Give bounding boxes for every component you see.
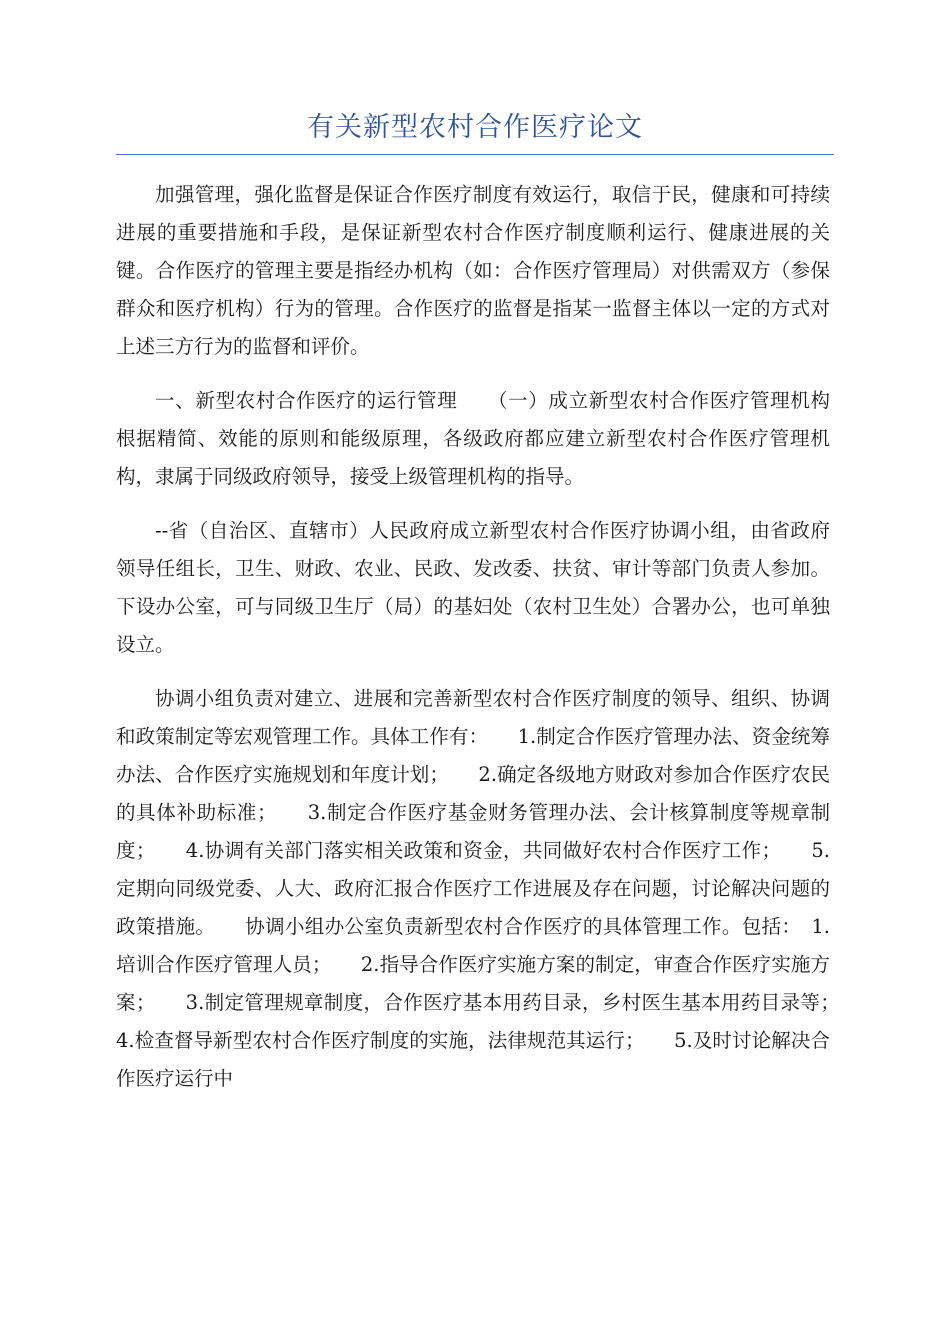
- paragraph-intro: 加强管理，强化监督是保证合作医疗制度有效运行，取信于民，健康和可持续进展的重要措施和手段，是保证新型农村合作医疗制度顺利运行、健康进展的关键。合作医疗的管理主要是指经办机构（如：合作医疗管理局）对供需双方（参保群众和医疗机构）行为的管理。合作医疗的监督是指某一监督主体以一定的方式对上述三方行为的监督和评价。: [116, 183, 830, 358]
- title-underline: [116, 154, 834, 155]
- document-title: 有关新型农村合作医疗论文: [307, 112, 643, 143]
- paragraph-coordination-duties: 协调小组负责对建立、进展和完善新型农村合作医疗制度的领导、组织、协调和政策制定等宏观管理工作。具体工作有： 1.制定合作医疗管理办法、资金统筹办法、合作医疗实施规划和年度计划； 2.确定各级地方财政对参加合作医疗农民的具体补助标准； 3.制定合作医疗基金财务管理办法、会计核算制度等规章制度； 4.协调有关部门落实相关政策和资金，共同做好农村合作医疗工作； 5.定期向同级党委、人大、政府汇报合作医疗工作进展及存在问题，讨论解决问题的政策措施。 协调小组办公室负责新型农村合作医疗的具体管理工作。包括： 1.培训合作医疗管理人员； 2.指导合作医疗实施方案的制定，审查合作医疗实施方案； 3.制定管理规章制度，合作医疗基本用药目录，乡村医生基本用药目录等； 4.检查督导新型农村合作医疗制度的实施，法律规范其运行； 5.及时讨论解决合作医疗运行中: [116, 687, 870, 1090]
- paragraph-section-one: 一、新型农村合作医疗的运行管理 （一）成立新型农村合作医疗管理机构 根据精简、效能的原则和能级原理，各级政府都应建立新型农村合作医疗管理机构，隶属于同级政府领导，接受上级管理机构的指导。: [116, 389, 870, 488]
- paragraph-provincial-group: --省（自治区、直辖市）人民政府成立新型农村合作医疗协调小组，由省政府领导任组长，卫生、财政、农业、民政、发改委、扶贫、审计等部门负责人参加。下设办公室，可与同级卫生厅（局）的基妇处（农村卫生处）合署办公，也可单独设立。: [116, 519, 830, 656]
- document-body: [116, 176, 870, 1114]
